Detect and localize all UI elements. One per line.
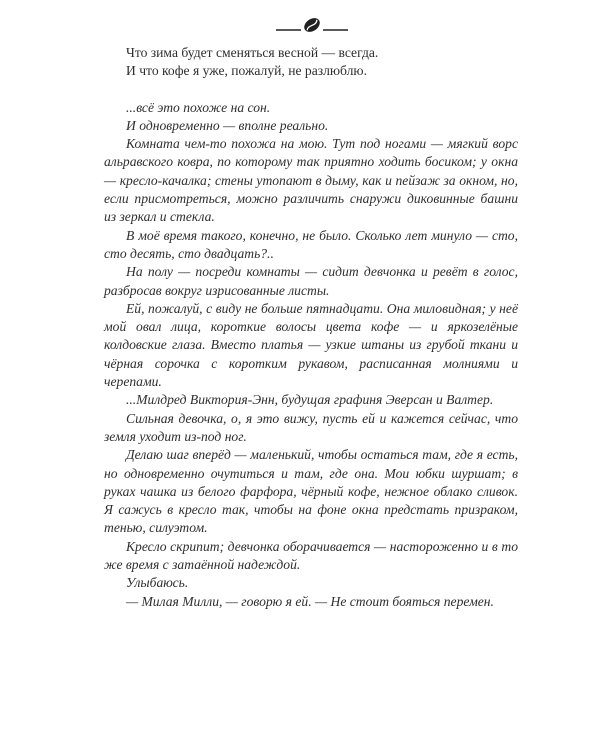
paragraph: Комната чем-то похожа на мою. Тут под ногами — мягкий ворс альравского ковра, по которому так приятно ходить босиком; у окна — кресло-качалка; стены утопают в дыму, как и пейзаж за окном, но, если присмотреться, можно различить снаружи диковинные башни из зеркал и стекла. [104, 136, 518, 225]
paragraph: Делаю шаг вперёд — маленький, чтобы остаться там, где я есть, но одновременно очутиться и там, где она. Мои юбки шуршат; в руках чашка из белого фарфора, чёрный кофе, нежное облако сливок. Я сажусь в кресло так, чтобы на фоне окна предстать призраком, тенью, силуэтом. [104, 447, 518, 536]
intro-line: И что кофе я уже, пожалуй, не разлюблю. [126, 63, 367, 79]
coffee-bean-icon [302, 15, 323, 35]
coffee-bean-ornament [276, 14, 348, 36]
page-text [104, 44, 518, 611]
paragraph: ...всё это похоже на сон. [126, 99, 271, 115]
paragraph: И одновременно — вполне реально. [126, 117, 329, 133]
paragraph: В моё время такого, конечно, не было. Сколько лет минуло — сто, сто десять, сто двадцать?.. [104, 227, 518, 261]
paragraph: Ей, пожалуй, с виду не больше пятнадцати. Она миловидная; у неё мой овал лица, короткие волосы цвета кофе — и яркозелёные колдовские глаза. Вместо платья — узкие штаны из грубой ткани и чёрная сорочка с коротким рукавом, расписанная молниями и черепами. [104, 300, 518, 390]
paragraph: Улыбаюсь. [126, 575, 189, 591]
paragraph: ...Милдред Виктория-Энн, будущая графиня Эверсан и Валтер. [126, 392, 494, 408]
intro-line: Что зима будет сменяться весной — всегда. [126, 45, 379, 60]
section-gap [104, 81, 518, 99]
paragraph: — Милая Милли, — говорю я ей. — Не стоит бояться перемен. [126, 593, 494, 609]
paragraph: Кресло скрипит; девчонка оборачивается — настороженно и в то же время с затаённой надеждой. [104, 538, 518, 573]
paragraph: На полу — посреди комнаты — сидит девчонка и ревёт в голос, разбросав вокруг изрисованные листы. [104, 264, 518, 298]
paragraph: Сильная девочка, о, я это вижу, пусть ей и кажется сейчас, что земля уходит из-под ног. [104, 410, 518, 444]
